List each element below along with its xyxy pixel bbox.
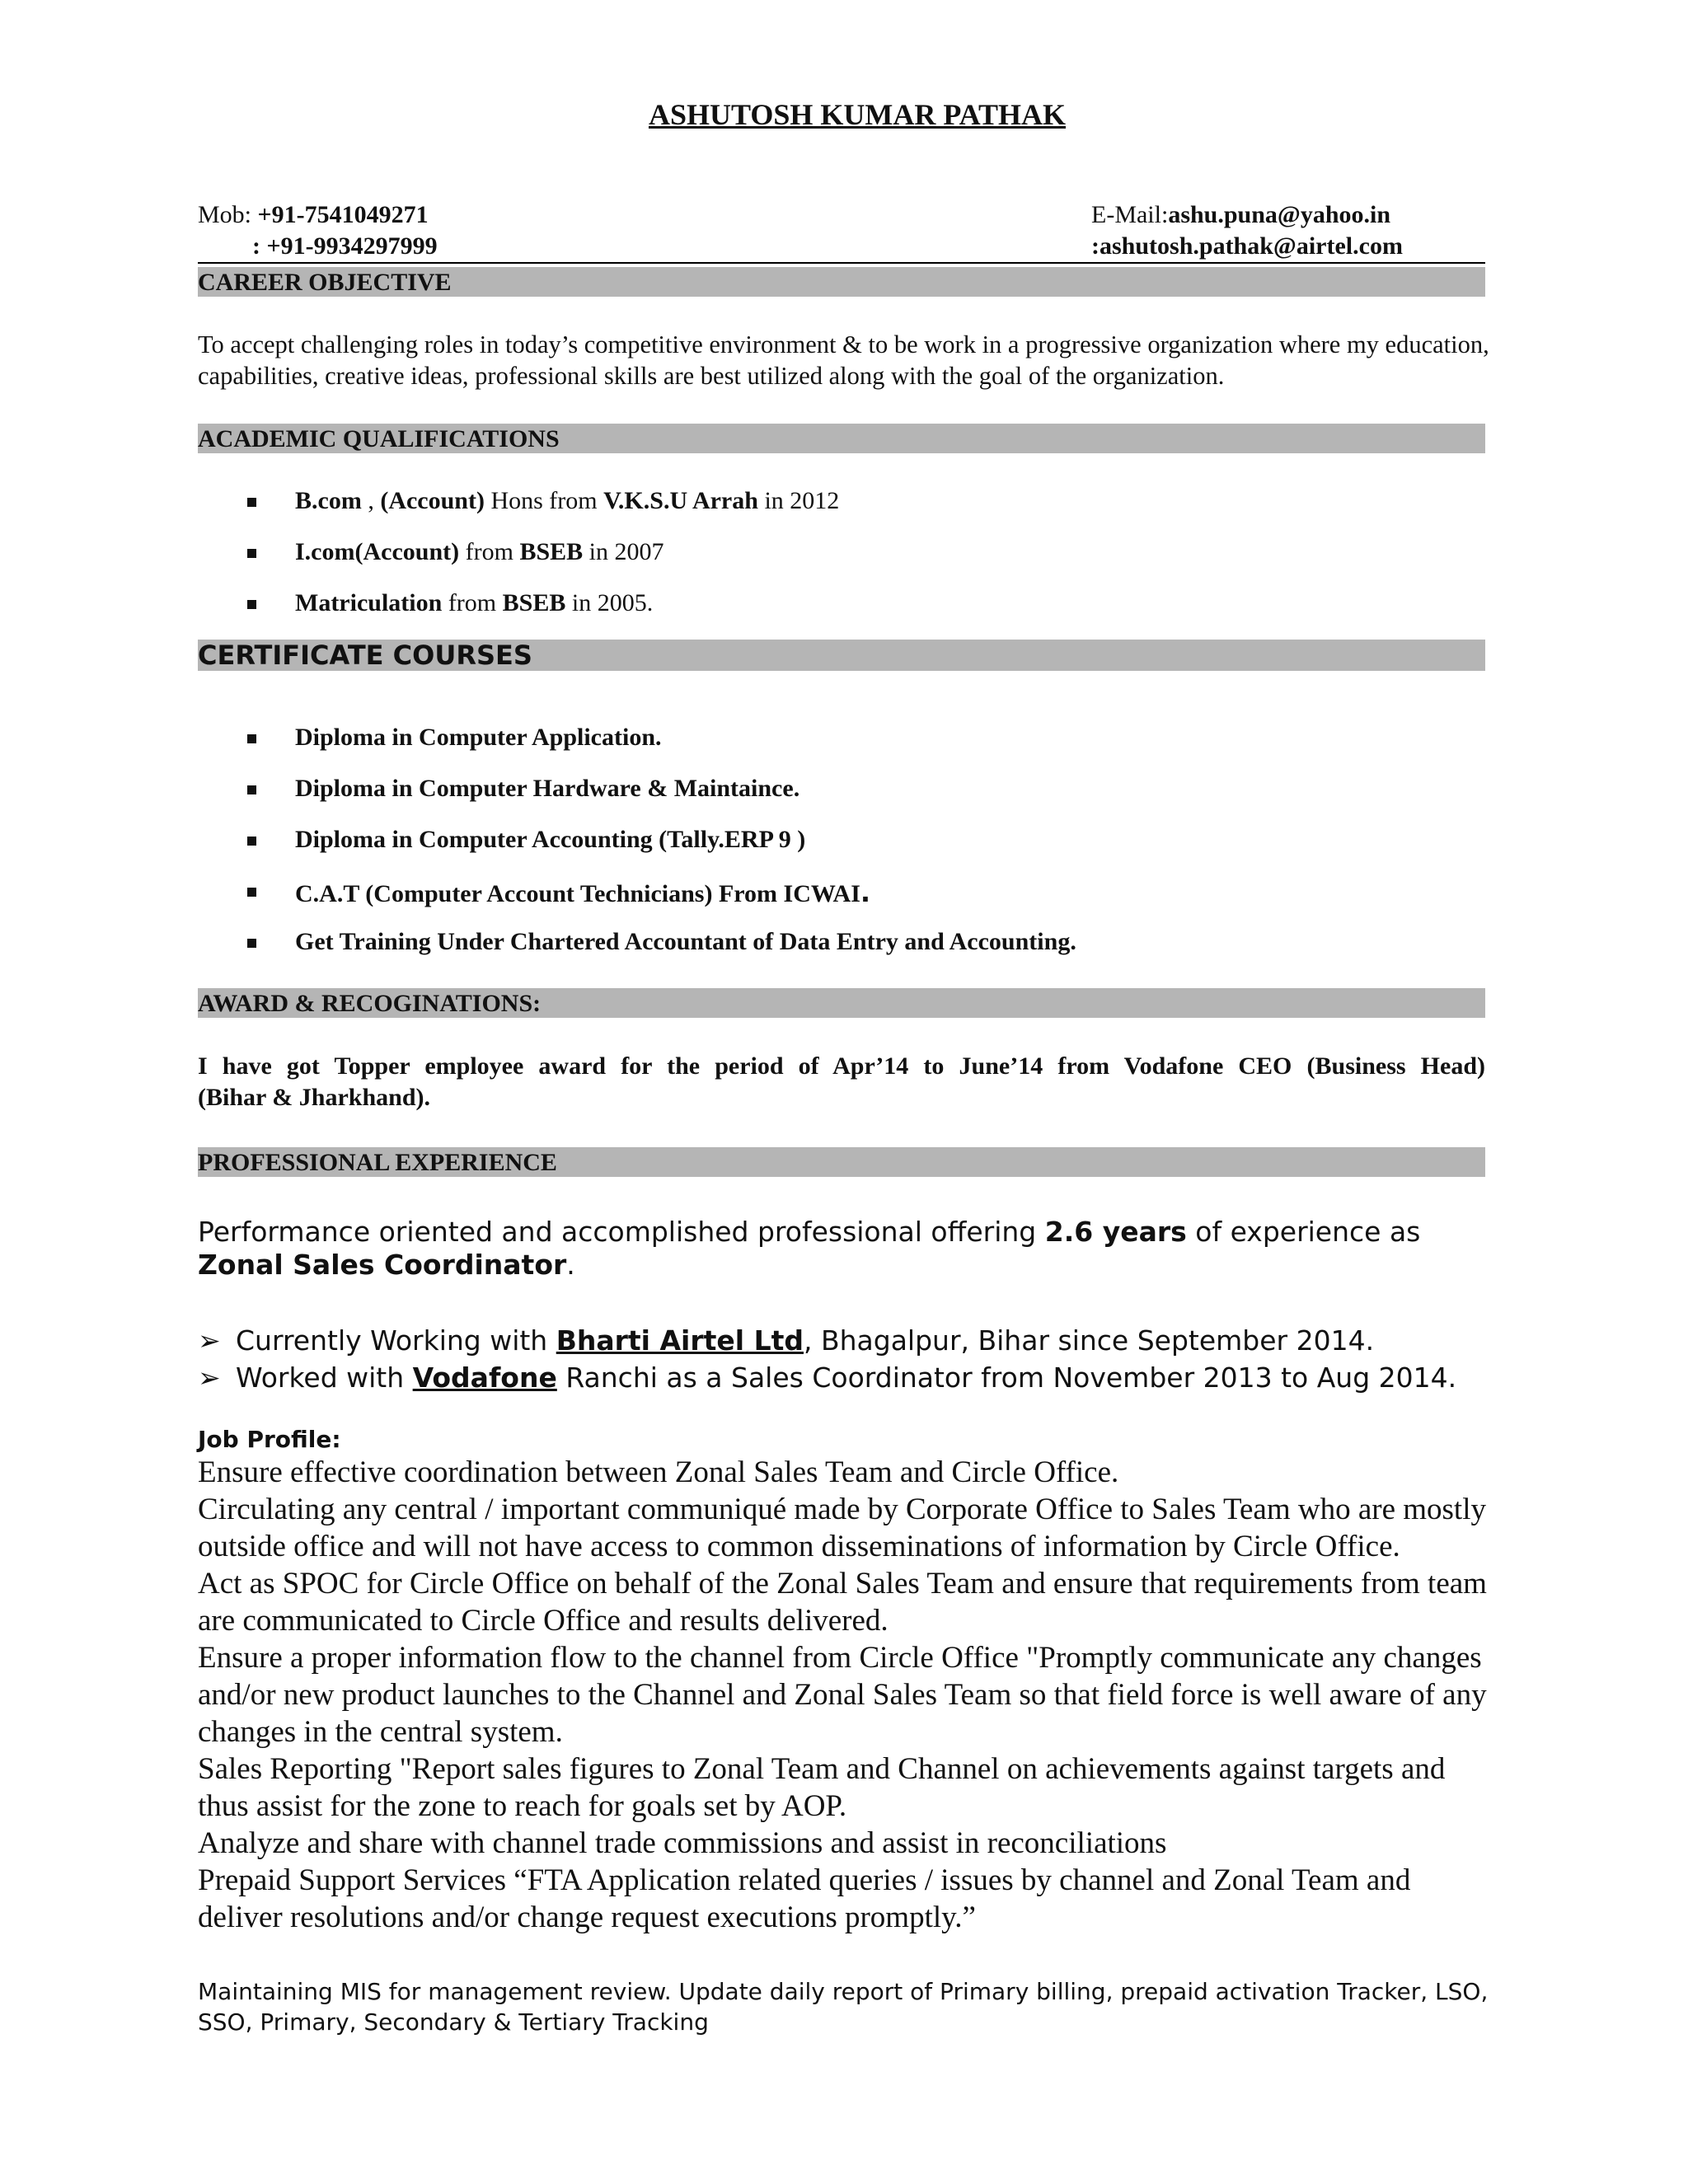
certificate-item: Diploma in Computer Application. bbox=[198, 724, 1484, 775]
job-history-item: ➢ Currently Working with Bharti Airtel Ltd, Bhagalpur, Bihar since September 2014. bbox=[198, 1322, 1533, 1359]
job-duty: Prepaid Support Services “FTA Application related queries / issues by channel and Zonal Team and deliver resolutions and/or change request executions promptly.” bbox=[198, 1863, 1411, 1934]
mobile-number-2: : +91-9934297999 bbox=[252, 232, 438, 260]
job-duty: Sales Reporting "Report sales figures to Zonal Team and Channel on achievements against targets and thus assist for the zone to reach for goals set by AOP. bbox=[198, 1752, 1446, 1823]
academic-item: B.com , (Account) Hons from V.K.S.U Arrah in 2012 bbox=[198, 487, 1484, 538]
job-duty: Ensure effective coordination between Zonal Sales Team and Circle Office. bbox=[198, 1455, 1119, 1489]
arrow-bullet-icon: ➢ bbox=[198, 1361, 221, 1394]
certificate-item: Diploma in Computer Hardware & Maintaince. bbox=[198, 775, 1484, 826]
section-certificate-courses: CERTIFICATE COURSES bbox=[198, 640, 1485, 671]
award-text: I have got Topper employee award for the period of Apr’14 to June’14 from Vodafone CEO (Business Head) (Bihar & Jharkhand). bbox=[198, 1052, 1485, 1111]
career-objective-text: To accept challenging roles in today’s competitive environment & to be work in a progressive organization where my education, capabilities, creative ideas, professional skills are best utilized along with the goal of the organization. bbox=[198, 330, 1489, 390]
mobile-label: Mob: bbox=[198, 201, 258, 228]
email-line-1 bbox=[1091, 201, 1390, 229]
job-profile-mis-text: Maintaining MIS for management review. Update daily report of Primary billing, prepaid activation Tracker, LSO, SSO, Primary, Secondary & Tertiary Tracking bbox=[198, 1978, 1489, 2036]
academic-item: I.com(Account) from BSEB in 2007 bbox=[198, 538, 1484, 589]
email-line-2 bbox=[1091, 232, 1403, 260]
header-divider bbox=[198, 262, 1485, 264]
job-profile-heading: Job Profile: bbox=[198, 1426, 341, 1453]
company-name: Vodafone bbox=[412, 1361, 557, 1394]
mobile-line-2 bbox=[252, 232, 438, 260]
section-career-objective: CAREER OBJECTIVE bbox=[198, 267, 1485, 297]
mobile-number-1: +91-7541049271 bbox=[257, 201, 429, 228]
job-history-item: ➢ Worked with Vodafone Ranchi as a Sales Coordinator from November 2013 to Aug 2014. bbox=[198, 1359, 1533, 1396]
section-academic-qualifications: ACADEMIC QUALIFICATIONS bbox=[198, 424, 1485, 453]
academic-item: Matriculation from BSEB in 2005. bbox=[198, 589, 1484, 626]
certificate-item: Diploma in Computer Accounting (Tally.ERP 9 ) bbox=[198, 826, 1484, 877]
job-duty: Act as SPOC for Circle Office on behalf of the Zonal Sales Team and ensure that requirements from team are communicated to Circle Office and results delivered. bbox=[198, 1567, 1487, 1638]
job-role: Zonal Sales Coordinator bbox=[198, 1249, 567, 1281]
section-awards: AWARD & RECOGINATIONS: bbox=[198, 988, 1485, 1018]
job-profile-body bbox=[198, 1454, 1492, 1936]
job-history-list bbox=[198, 1322, 1533, 1396]
arrow-bullet-icon: ➢ bbox=[198, 1324, 221, 1357]
job-duty: Ensure a proper information flow to the channel from Circle Office "Promptly communicate any changes and/or new product launches to the Channel and Zonal Sales Team so that field force is well aware of any changes in the central system. bbox=[198, 1641, 1487, 1749]
candidate-name: ASHUTOSH KUMAR PATHAK bbox=[648, 98, 1067, 131]
email-address-1[interactable]: ashu.puna@yahoo.in bbox=[1168, 201, 1391, 228]
company-name: Bharti Airtel Ltd bbox=[556, 1324, 804, 1357]
certificate-item: Get Training Under Chartered Accountant of Data Entry and Accounting. bbox=[198, 928, 1484, 964]
email-label: E-Mail: bbox=[1091, 201, 1169, 228]
academic-list bbox=[198, 487, 1484, 626]
job-duty: Analyze and share with channel trade commissions and assist in reconciliations bbox=[198, 1826, 1167, 1860]
mobile-line-1 bbox=[198, 201, 429, 229]
certificate-item: C.A.T (Computer Account Technicians) From ICWAI. bbox=[198, 877, 1484, 928]
section-professional-experience: PROFESSIONAL EXPERIENCE bbox=[198, 1147, 1485, 1177]
experience-intro: Performance oriented and accomplished professional offering 2.6 years of experience as Zonal Sales Coordinator. bbox=[198, 1216, 1421, 1281]
certificate-list bbox=[198, 724, 1484, 964]
job-duty: Circulating any central / important communiqué made by Corporate Office to Sales Team who are mostly outside office and will not have access to common disseminations of information by Circle Office. bbox=[198, 1493, 1486, 1563]
email-address-2[interactable]: :ashutosh.pathak@airtel.com bbox=[1091, 232, 1403, 260]
